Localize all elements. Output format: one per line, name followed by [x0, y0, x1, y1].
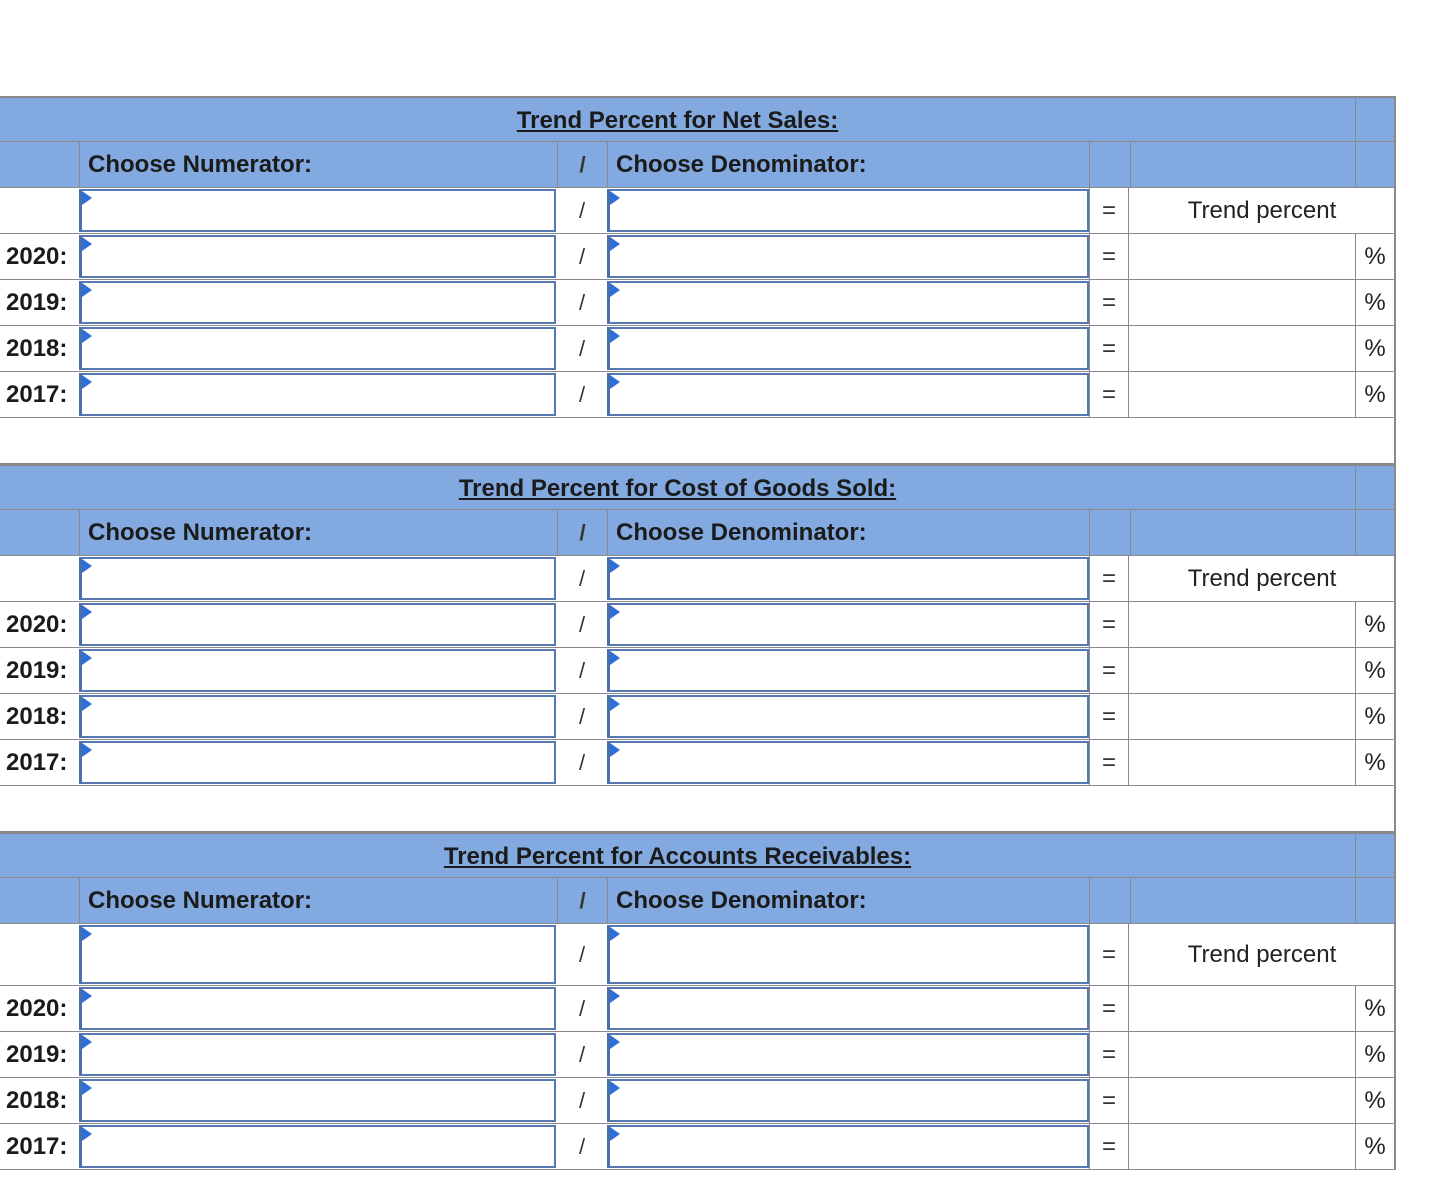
- header-eq-cell: [1089, 142, 1130, 187]
- denominator-input-label[interactable]: [607, 189, 1089, 232]
- division-slash: /: [578, 1088, 586, 1113]
- trend-percent-worksheet: [0, 96, 1396, 1170]
- year-row: [0, 1124, 1396, 1170]
- percent-sign: %: [1355, 1124, 1394, 1169]
- header-eq-cell: [1089, 510, 1130, 555]
- year-label: 2018:: [6, 703, 68, 730]
- division-slash: /: [578, 244, 586, 269]
- year-row: [0, 1078, 1396, 1124]
- column-header-row: [0, 878, 1396, 924]
- denominator-input-y2[interactable]: [607, 327, 1089, 370]
- year-label: 2020:: [6, 995, 68, 1022]
- year-label: 2017:: [6, 381, 68, 408]
- dropdown-triangle-icon[interactable]: [610, 191, 620, 205]
- dropdown-triangle-icon[interactable]: [82, 1127, 92, 1141]
- division-slash: /: [578, 1042, 586, 1067]
- dropdown-triangle-icon[interactable]: [82, 1081, 92, 1095]
- numerator-header: Choose Numerator:: [79, 878, 557, 923]
- year-label: 2017:: [6, 749, 68, 776]
- equals-sign: =: [1089, 924, 1129, 985]
- division-slash: /: [578, 290, 586, 315]
- numerator-input-y2[interactable]: [79, 327, 556, 370]
- dropdown-triangle-icon[interactable]: [82, 605, 92, 619]
- numerator-input-y3[interactable]: [79, 373, 556, 416]
- division-slash: /: [578, 612, 586, 637]
- percent-sign: %: [1355, 372, 1394, 417]
- equals-sign: =: [1089, 1124, 1129, 1169]
- formula-label-row: [0, 188, 1396, 234]
- percent-sign: %: [1355, 602, 1394, 647]
- header-slash: /: [557, 878, 607, 923]
- trend-section: [0, 96, 1396, 464]
- equals-sign: =: [1089, 326, 1129, 371]
- dropdown-triangle-icon[interactable]: [610, 329, 620, 343]
- header-slash: /: [557, 142, 607, 187]
- dropdown-triangle-icon[interactable]: [610, 989, 620, 1003]
- section-title-row: [0, 832, 1396, 878]
- header-pct-cell: [1355, 510, 1394, 555]
- denominator-input-y3[interactable]: [607, 1125, 1089, 1168]
- percent-sign: %: [1355, 986, 1394, 1031]
- division-slash: /: [578, 996, 586, 1021]
- numerator-input-y3[interactable]: [79, 1125, 556, 1168]
- numerator-input-y0[interactable]: [79, 235, 556, 278]
- equals-sign: =: [1089, 1032, 1129, 1077]
- title-tail-cell: [1355, 466, 1394, 509]
- equals-sign: =: [1089, 372, 1129, 417]
- trend-result-input[interactable]: [1130, 694, 1355, 739]
- trend-result-input[interactable]: [1130, 372, 1355, 417]
- numerator-input-label[interactable]: [79, 925, 556, 984]
- numerator-input-y2[interactable]: [79, 695, 556, 738]
- header-eq-cell: [1089, 878, 1130, 923]
- dropdown-triangle-icon[interactable]: [610, 237, 620, 251]
- division-slash: /: [578, 198, 586, 223]
- equals-sign: =: [1089, 188, 1129, 233]
- dropdown-triangle-icon[interactable]: [82, 697, 92, 711]
- trend-result-input[interactable]: [1130, 1032, 1355, 1077]
- percent-sign: %: [1355, 234, 1394, 279]
- division-slash: /: [578, 1134, 586, 1159]
- dropdown-triangle-icon[interactable]: [82, 191, 92, 205]
- dropdown-triangle-icon[interactable]: [610, 651, 620, 665]
- section-title: Trend Percent for Net Sales:: [516, 107, 839, 134]
- trend-result-input[interactable]: [1130, 326, 1355, 371]
- year-row: [0, 740, 1396, 786]
- column-header-row: [0, 510, 1396, 556]
- trend-result-input[interactable]: [1130, 1124, 1355, 1169]
- dropdown-triangle-icon[interactable]: [82, 375, 92, 389]
- year-row: [0, 986, 1396, 1032]
- year-row: [0, 648, 1396, 694]
- denominator-input-y0[interactable]: [607, 235, 1089, 278]
- section-title: Trend Percent for Accounts Receivables:: [443, 843, 912, 870]
- header-slash: /: [557, 510, 607, 555]
- denominator-input-y0[interactable]: [607, 987, 1089, 1030]
- trend-result-input[interactable]: [1130, 740, 1355, 785]
- year-label: 2018:: [6, 1087, 68, 1114]
- year-label: 2020:: [6, 611, 68, 638]
- year-row: [0, 234, 1396, 280]
- denominator-input-y1[interactable]: [607, 649, 1089, 692]
- year-label: 2020:: [6, 243, 68, 270]
- denominator-input-y0[interactable]: [607, 603, 1089, 646]
- numerator-input-y1[interactable]: [79, 281, 556, 324]
- section-spacer: [0, 786, 1396, 832]
- year-label: 2017:: [6, 1133, 68, 1160]
- formula-label-row: [0, 556, 1396, 602]
- dropdown-triangle-icon[interactable]: [610, 697, 620, 711]
- numerator-input-label[interactable]: [79, 189, 556, 232]
- trend-result-input[interactable]: [1130, 1078, 1355, 1123]
- year-row: [0, 1032, 1396, 1078]
- trend-percent-label: Trend percent: [1187, 197, 1337, 224]
- division-slash: /: [578, 750, 586, 775]
- division-slash: /: [578, 658, 586, 683]
- equals-sign: =: [1089, 234, 1129, 279]
- year-row: [0, 326, 1396, 372]
- header-pct-cell: [1355, 142, 1394, 187]
- percent-sign: %: [1355, 694, 1394, 739]
- dropdown-triangle-icon[interactable]: [610, 1127, 620, 1141]
- dropdown-triangle-icon[interactable]: [610, 743, 620, 757]
- title-tail-cell: [1355, 834, 1394, 877]
- dropdown-triangle-icon[interactable]: [610, 1035, 620, 1049]
- equals-sign: =: [1089, 648, 1129, 693]
- equals-sign: =: [1089, 556, 1129, 601]
- trend-result-input[interactable]: [1130, 280, 1355, 325]
- percent-sign: %: [1355, 280, 1394, 325]
- numerator-input-y1[interactable]: [79, 649, 556, 692]
- division-slash: /: [578, 704, 586, 729]
- year-label: 2019:: [6, 657, 68, 684]
- numerator-input-y3[interactable]: [79, 741, 556, 784]
- numerator-input-y0[interactable]: [79, 603, 556, 646]
- year-row: [0, 372, 1396, 418]
- denominator-input-y1[interactable]: [607, 1033, 1089, 1076]
- header-pct-cell: [1355, 878, 1394, 923]
- dropdown-triangle-icon[interactable]: [82, 927, 92, 941]
- percent-sign: %: [1355, 326, 1394, 371]
- numerator-input-y0[interactable]: [79, 987, 556, 1030]
- numerator-input-y1[interactable]: [79, 1033, 556, 1076]
- trend-result-input[interactable]: [1130, 602, 1355, 647]
- header-result-cell: [1130, 878, 1355, 923]
- section-title-row: [0, 96, 1396, 142]
- percent-sign: %: [1355, 1032, 1394, 1077]
- section-title: Trend Percent for Cost of Goods Sold:: [458, 475, 897, 502]
- dropdown-triangle-icon[interactable]: [610, 283, 620, 297]
- dropdown-triangle-icon[interactable]: [82, 283, 92, 297]
- year-row: [0, 602, 1396, 648]
- denominator-input-y2[interactable]: [607, 695, 1089, 738]
- section-title-row: [0, 464, 1396, 510]
- dropdown-triangle-icon[interactable]: [610, 605, 620, 619]
- numerator-header: Choose Numerator:: [79, 142, 557, 187]
- dropdown-triangle-icon[interactable]: [82, 651, 92, 665]
- header-result-cell: [1130, 142, 1355, 187]
- denominator-input-y2[interactable]: [607, 1079, 1089, 1122]
- percent-sign: %: [1355, 740, 1394, 785]
- numerator-input-label[interactable]: [79, 557, 556, 600]
- year-row: [0, 280, 1396, 326]
- dropdown-triangle-icon[interactable]: [610, 1081, 620, 1095]
- trend-result-input[interactable]: [1130, 234, 1355, 279]
- dropdown-triangle-icon[interactable]: [82, 559, 92, 573]
- dropdown-triangle-icon[interactable]: [82, 237, 92, 251]
- dropdown-triangle-icon[interactable]: [82, 1035, 92, 1049]
- denominator-header: Choose Denominator:: [607, 878, 1089, 923]
- year-label: 2019:: [6, 289, 68, 316]
- column-header-row: [0, 142, 1396, 188]
- denominator-input-y3[interactable]: [607, 373, 1089, 416]
- dropdown-triangle-icon[interactable]: [82, 989, 92, 1003]
- denominator-input-y3[interactable]: [607, 741, 1089, 784]
- year-label: 2018:: [6, 335, 68, 362]
- trend-section: [0, 464, 1396, 832]
- division-slash: /: [578, 942, 586, 967]
- dropdown-triangle-icon[interactable]: [610, 559, 620, 573]
- section-spacer: [0, 418, 1396, 464]
- equals-sign: =: [1089, 1078, 1129, 1123]
- trend-section: [0, 832, 1396, 1170]
- equals-sign: =: [1089, 740, 1129, 785]
- division-slash: /: [578, 382, 586, 407]
- division-slash: /: [578, 336, 586, 361]
- numerator-header: Choose Numerator:: [79, 510, 557, 555]
- denominator-input-label[interactable]: [607, 925, 1089, 984]
- denominator-header: Choose Denominator:: [607, 510, 1089, 555]
- header-result-cell: [1130, 510, 1355, 555]
- equals-sign: =: [1089, 986, 1129, 1031]
- dropdown-triangle-icon[interactable]: [82, 329, 92, 343]
- equals-sign: =: [1089, 694, 1129, 739]
- dropdown-triangle-icon[interactable]: [610, 927, 620, 941]
- trend-percent-label: Trend percent: [1187, 941, 1337, 968]
- dropdown-triangle-icon[interactable]: [610, 375, 620, 389]
- trend-percent-label: Trend percent: [1187, 565, 1337, 592]
- year-label: 2019:: [6, 1041, 68, 1068]
- denominator-input-y1[interactable]: [607, 281, 1089, 324]
- trend-result-input[interactable]: [1130, 986, 1355, 1031]
- trend-result-input[interactable]: [1130, 648, 1355, 693]
- formula-label-row: [0, 924, 1396, 986]
- percent-sign: %: [1355, 648, 1394, 693]
- year-row: [0, 694, 1396, 740]
- division-slash: /: [578, 566, 586, 591]
- equals-sign: =: [1089, 280, 1129, 325]
- equals-sign: =: [1089, 602, 1129, 647]
- denominator-input-label[interactable]: [607, 557, 1089, 600]
- numerator-input-y2[interactable]: [79, 1079, 556, 1122]
- percent-sign: %: [1355, 1078, 1394, 1123]
- title-tail-cell: [1355, 98, 1394, 141]
- dropdown-triangle-icon[interactable]: [82, 743, 92, 757]
- denominator-header: Choose Denominator:: [607, 142, 1089, 187]
